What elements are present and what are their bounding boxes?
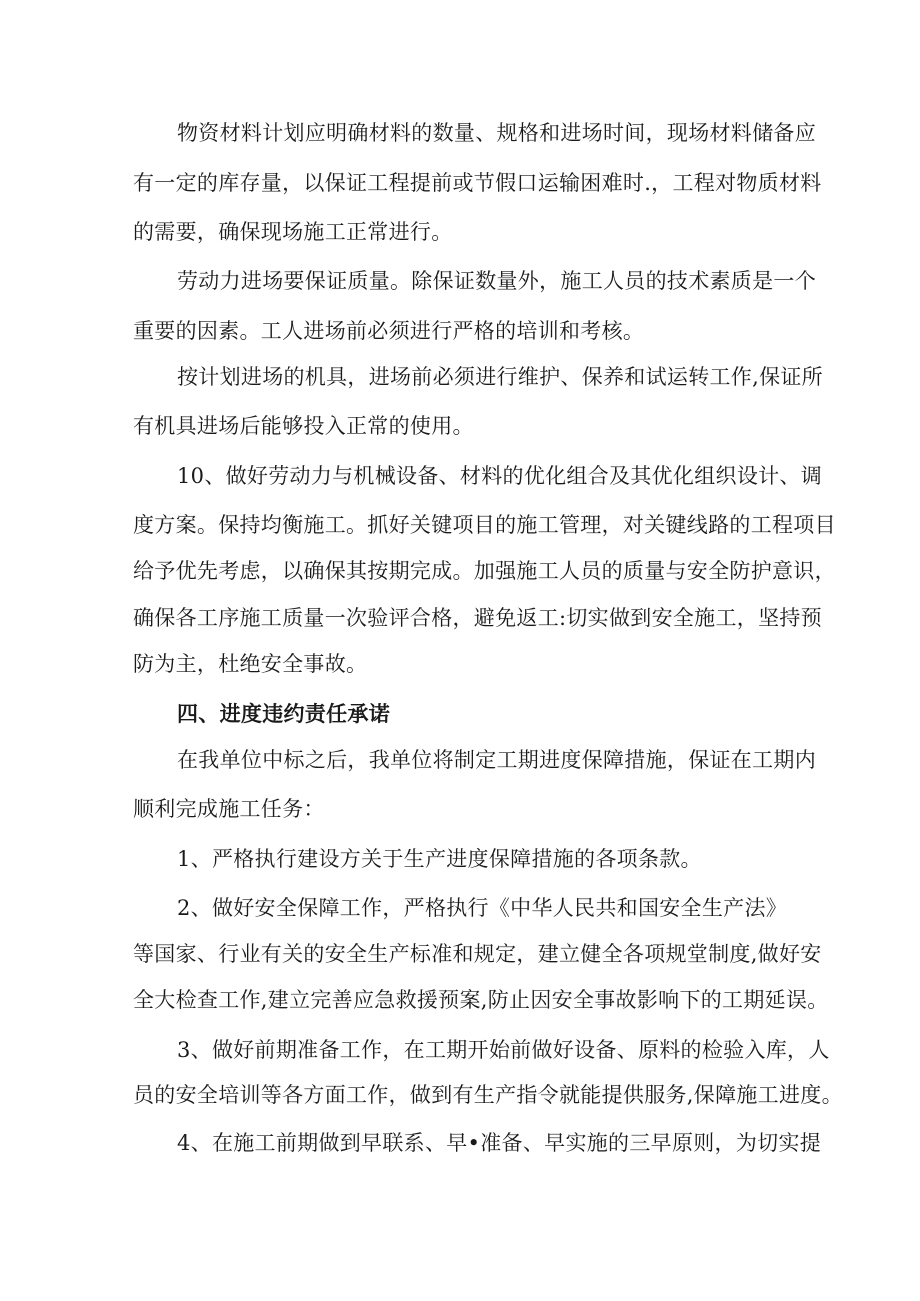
- paragraph-line: 度方案。保持均衡施工。抓好关键项目的施工管理，对关键线路的工程项目: [133, 513, 836, 537]
- paragraph-line: 劳动力进场要保证质量。除保证数量外，施工人员的技术素质是一个: [177, 269, 816, 293]
- paragraph-line: 给予优先考虑，以确保其按期完成。加强施工人员的质量与安全防护意识，: [133, 559, 836, 583]
- paragraph-line: 4、在施工前期做到早联系、早•准备、早实施的三早原则，为切实提: [177, 1131, 822, 1155]
- paragraph-line: 全大检查工作,建立完善应急救援预案,防止因安全事故影响下的工期延误。: [133, 988, 829, 1012]
- paragraph-line: 员的安全培训等各方面工作，做到有生产指令就能提供服务,保障施工进度。: [133, 1083, 843, 1107]
- paragraph-line: 按计划进场的机具，进场前必须进行维护、保养和试运转工作,保证所: [177, 365, 823, 389]
- paragraph-line: 重要的因素。工人进场前必须进行严格的培训和考核。: [133, 319, 645, 343]
- paragraph-line: 顺利完成施工任务：: [133, 797, 325, 821]
- paragraph-line: 有机具进场后能够投入正常的使用。: [133, 414, 474, 438]
- paragraph-line: 3、做好前期准备工作，在工期开始前做好设备、原料的检验入库，人: [177, 1038, 830, 1062]
- paragraph-line: 1、严格执行建设方关于生产进度保障措施的各项条款。: [177, 847, 702, 871]
- paragraph-line: 的需要，确保现场施工正常进行。: [133, 220, 453, 244]
- section-heading: 四、进度违约责任承诺: [177, 702, 390, 726]
- paragraph-line: 防为主，杜绝安全事故。: [133, 652, 368, 676]
- paragraph-line: 10、做好劳动力与机械设备、材料的优化组合及其优化组织设计、调: [177, 464, 823, 488]
- paragraph-line: 有一定的库存量，以保证工程提前或节假口运输困难时.，工程对物质材料: [133, 171, 822, 195]
- paragraph-line: 物资材料计划应明确材料的数量、规格和进场时间，现场材料储备应: [177, 121, 816, 145]
- paragraph-line: 2、做好安全保障工作，严格执行《中华人民共和国安全生产法》: [177, 896, 788, 920]
- paragraph-line: 等国家、行业有关的安全生产标准和规定，建立健全各项规堂制度,做好安: [133, 942, 822, 966]
- paragraph-line: 确保各工序施工质量一次验评合格，避免返工:切实做到安全施工，坚持预: [133, 606, 822, 630]
- paragraph-line: 在我单位中标之后，我单位将制定工期进度保障措施，保证在工期内: [177, 748, 816, 772]
